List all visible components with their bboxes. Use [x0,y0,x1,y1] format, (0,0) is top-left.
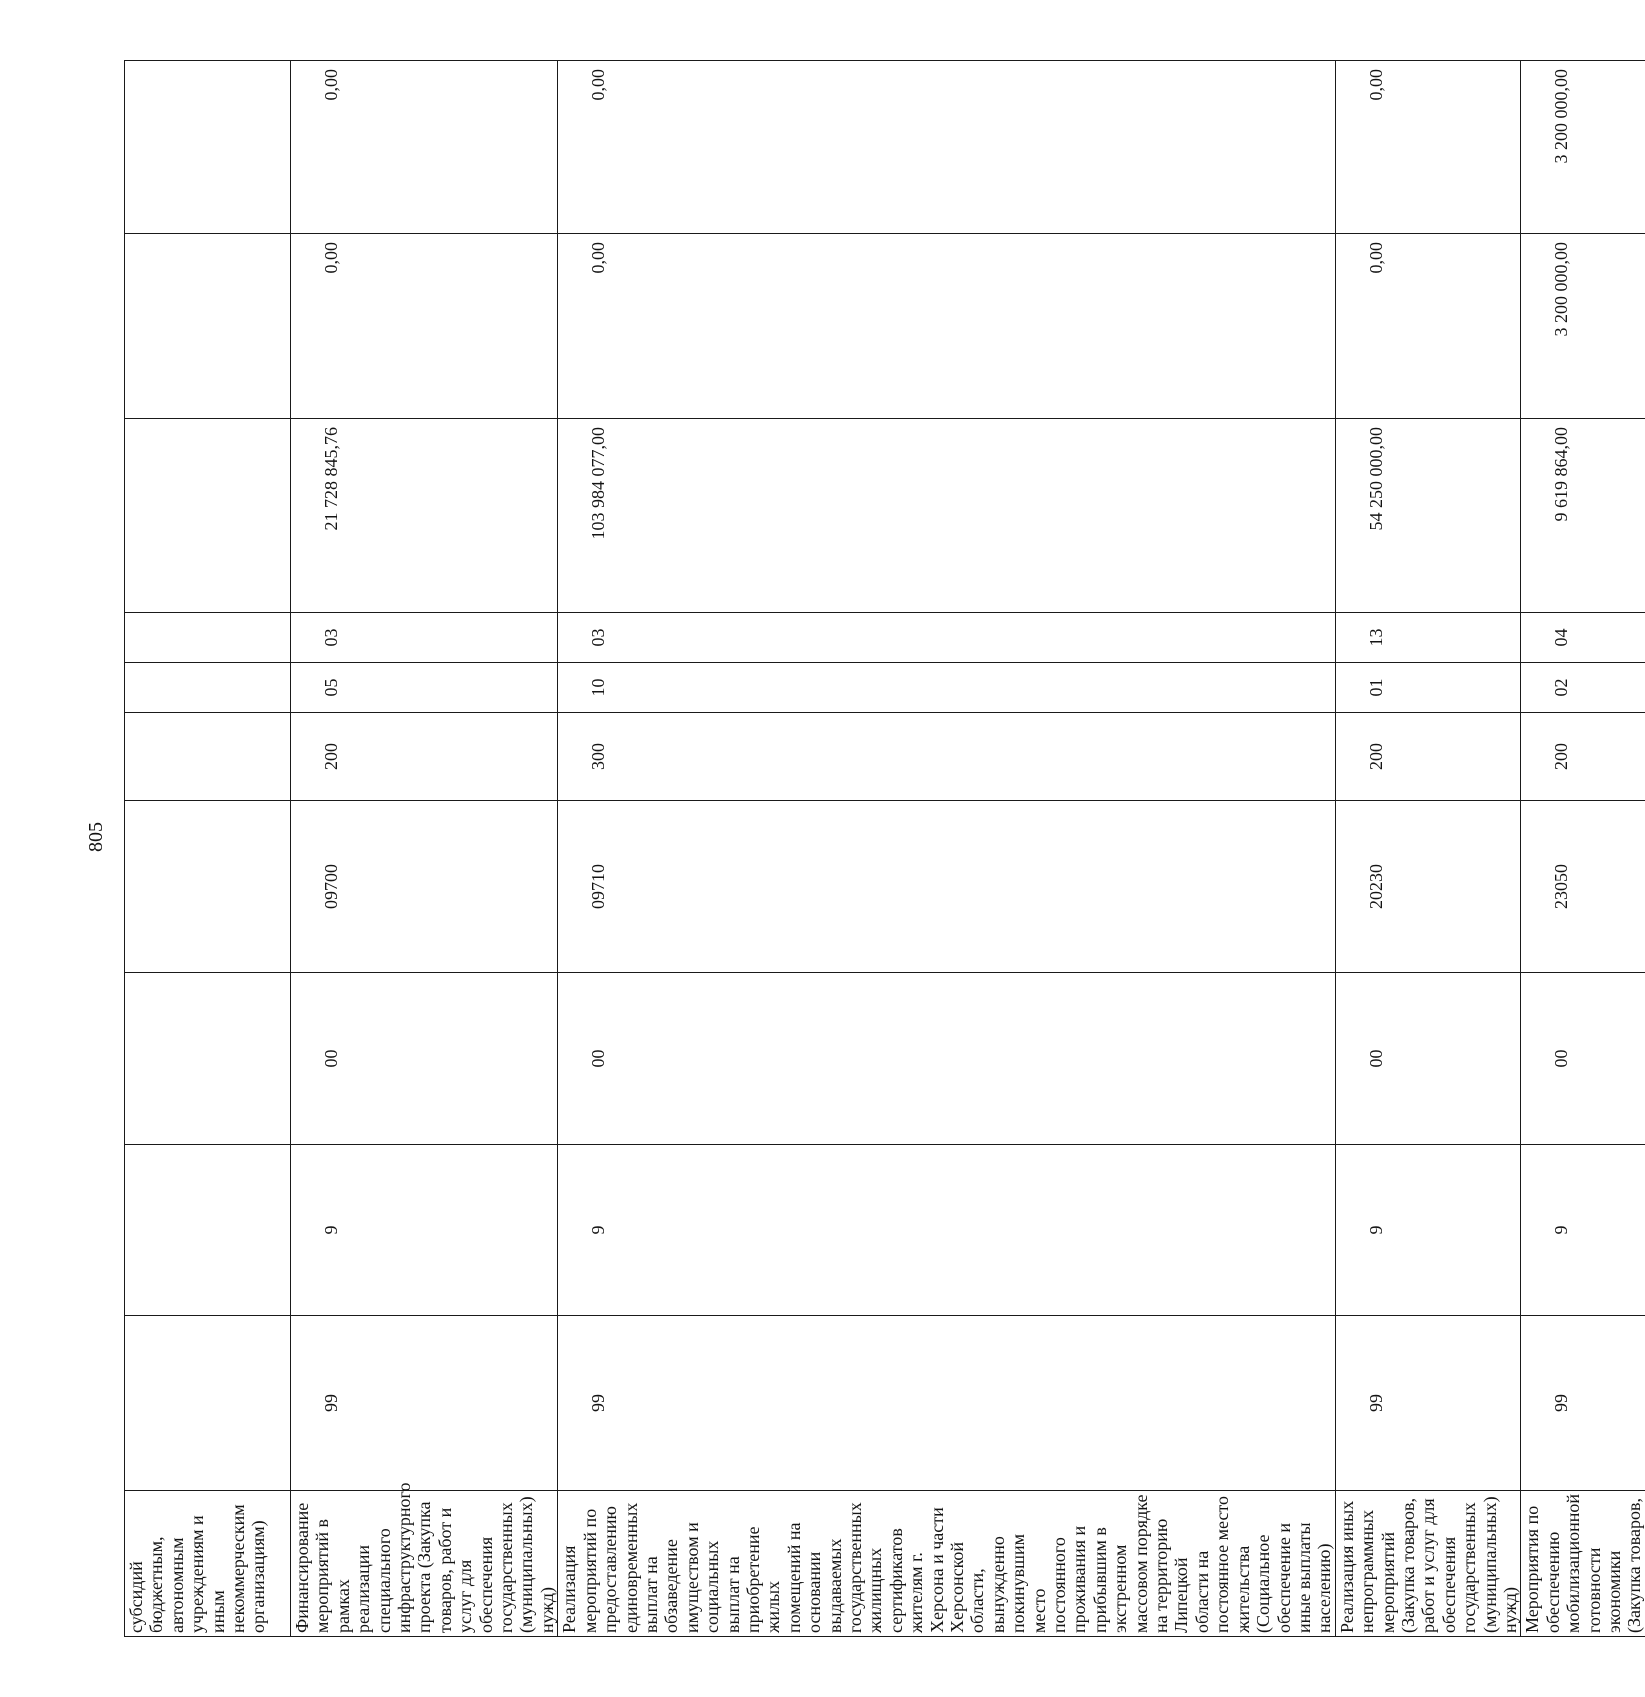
direction-code: 00 [1521,973,1645,1145]
row-description: Финансирование мероприятий в рамках реализации специального инфраструктурного проекта (Закупка товаров, работ и услуг для обеспечения государственных (муниципальных) нужд) [291,1491,558,1637]
subdirection-code [125,801,291,973]
direction-code: 00 [1335,973,1521,1145]
amount-year-1: 21 728 845,76 [291,419,558,613]
program-code [125,1316,291,1491]
section-code: 01 [1335,663,1521,713]
table-row [1521,61,1645,1637]
row-description: Реализация иных непрограммных мероприятий (Закупка товаров, работ и услуг для обеспечения государственных (муниципальных) нужд) [1335,1491,1521,1637]
direction-code [125,973,291,1145]
subsection-code: 04 [1521,613,1645,663]
amount-year-2 [125,234,291,419]
subsection-code [125,613,291,663]
amount-year-3: 3 200 000,00 [1521,61,1645,234]
row-description: субсидий бюджетным, автономным учреждениям и иным некоммерческим организациям) [125,1491,291,1637]
section-code: 02 [1521,663,1645,713]
amount-year-1 [125,419,291,613]
subsection-code: 03 [558,613,1335,663]
amount-year-1: 9 619 864,00 [1521,419,1645,613]
subprogram-code [125,1145,291,1316]
table-row [1335,61,1521,1637]
table-row [558,61,1335,1637]
program-code: 99 [558,1316,1335,1491]
section-code: 10 [558,663,1335,713]
amount-year-3: 0,00 [1335,61,1521,234]
table-row [125,61,291,1637]
subsection-code: 13 [1335,613,1521,663]
program-code: 99 [291,1316,558,1491]
amount-year-2: 0,00 [558,234,1335,419]
amount-year-3: 0,00 [558,61,1335,234]
program-code: 99 [1335,1316,1521,1491]
amount-year-3: 0,00 [291,61,558,234]
amount-year-1: 103 984 077,00 [558,419,1335,613]
budget-table [124,60,1645,1637]
page-number: 805 [85,822,107,852]
amount-year-2: 3 200 000,00 [1521,234,1645,419]
table-row [291,61,558,1637]
subprogram-code: 9 [291,1145,558,1316]
direction-code: 00 [558,973,1335,1145]
expense-type-code: 300 [558,713,1335,801]
amount-year-1: 54 250 000,00 [1335,419,1521,613]
section-code [125,663,291,713]
subdirection-code: 23050 [1521,801,1645,973]
expense-type-code [125,713,291,801]
amount-year-2: 0,00 [291,234,558,419]
amount-year-3 [125,61,291,234]
program-code: 99 [1521,1316,1645,1491]
section-code: 05 [291,663,558,713]
subsection-code: 03 [291,613,558,663]
subprogram-code: 9 [1335,1145,1521,1316]
amount-year-2: 0,00 [1335,234,1521,419]
subprogram-code: 9 [1521,1145,1645,1316]
direction-code: 00 [291,973,558,1145]
subdirection-code: 20230 [1335,801,1521,973]
subdirection-code: 09710 [558,801,1335,973]
row-description: Мероприятия по обеспечению мобилизационной готовности экономики (Закупка товаров, [1521,1491,1645,1637]
subdirection-code: 09700 [291,801,558,973]
expense-type-code: 200 [291,713,558,801]
rotated-budget-table [124,61,1645,1637]
expense-type-code: 200 [1335,713,1521,801]
row-description: Реализация мероприятий по предоставлению единовременных выплат на обзаведение имуществом и социальных выплат на приобретение жилых помещений на основании выдаваемых государственных жилищных сертификатов жителям г. Херсона и части Херсонской области, вынужденно покинувшим место постоянного проживания и прибывшим в экстренном массовом порядке на территорию Липецкой области на постоянное место жительства (Социальное обеспечение и иные выплаты населению) [558,1491,1335,1637]
expense-type-code: 200 [1521,713,1645,801]
subprogram-code: 9 [558,1145,1335,1316]
